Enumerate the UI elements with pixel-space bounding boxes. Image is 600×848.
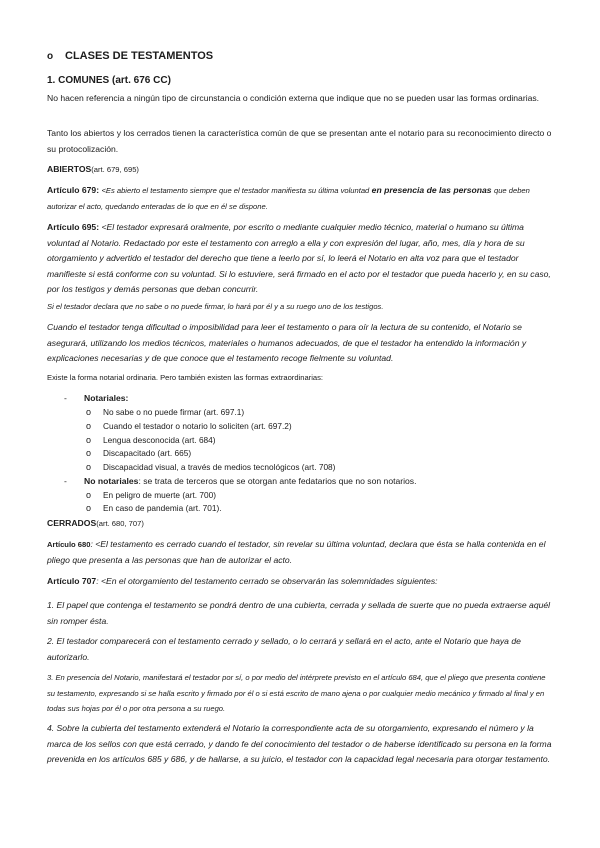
abiertos-heading — [47, 162, 553, 178]
list-item-text: Cuando el testador o notario lo soliciten (art. 697.2) — [103, 421, 292, 431]
list-item — [86, 489, 216, 502]
list-item-text: Discapacitado (art. 665) — [103, 448, 192, 458]
a707-label: Artículo 707 — [47, 576, 97, 586]
a680-text: : <El testamento es cerrado cuando el testador, sin revelar su última voluntad, declara que ésta se halla contenida en el pliego que presenta a las personas que han de autorizar el acto. — [47, 539, 546, 565]
list-item-text: En peligro de muerte (art. 700) — [103, 490, 216, 500]
no-notariales-text: : se trata de terceros que se otorgan ante fedatarios que no son notarios. — [138, 476, 417, 486]
section-heading-comunes: 1. COMUNES (art. 676 CC) — [47, 75, 171, 86]
dash-bullet-icon: - — [64, 476, 67, 486]
articulo-695 — [47, 220, 553, 298]
notariales-dash — [64, 392, 67, 405]
solemnidad-4: 4. Sobre la cubierta del testamento extenderá el Notario la correspondiente acta de su otorgamiento, expresando el número y la marca de los sellos con que está cerrado, y dando fe del conocimiento del testador o de haberse identificado su persona en la forma prevenida en los artículos 685 y 686, y de hallarse, a su juicio, el testador con la capacidad legal necesaria para otorgar testamento. — [47, 723, 552, 765]
no-notariales-line — [84, 475, 554, 488]
circle-bullet-icon: o — [86, 503, 92, 513]
cerrados-label: CERRADOS — [47, 518, 97, 528]
circle-bullet-icon: o — [86, 490, 92, 500]
circle-bullet-icon: o — [86, 435, 92, 445]
list-item — [86, 502, 222, 515]
list-item — [86, 420, 292, 433]
paragraph-firma: Si el testador declara que no sabe o no puede firmar, lo hará por él y a su ruego uno de los testigos. — [47, 302, 384, 311]
dash-bullet-icon: - — [64, 393, 67, 403]
paragraph-dificultad: Cuando el testador tenga dificultad o imposibilidad para leer el testamento o para oír la lectura de su contenido, el Notario se asegurará, utilizando los medios técnicos, materiales o humanos adecuados, de que el testador ha entendido la información y explicaciones necesarias y de que conoce que el testamento recoge fielmente su voluntad. — [47, 322, 527, 364]
heading-title — [47, 49, 553, 65]
cerrados-heading — [47, 516, 553, 532]
list-item — [86, 447, 192, 460]
abiertos-label: ABIERTOS — [47, 164, 92, 174]
paragraph-formas-ordinarias: No hacen referencia a ningún tipo de circunstancia o condición externa que indique que no se pueden usar las formas ordinarias. — [47, 93, 540, 103]
a679-label: Artículo 679: — [47, 185, 100, 195]
paragraph-forma-notarial: Existe la forma notarial ordinaria. Pero también existen las formas extraordinarias: — [47, 373, 324, 382]
a695-label: Artículo 695: — [47, 222, 100, 232]
solemnidad-2: 2. El testador comparecerá con el testamento cerrado y sellado, o lo cerrará y sellará en el acto, ante el Notario que haya de autorizarlo. — [47, 636, 521, 662]
circle-bullet-icon: o — [86, 448, 92, 458]
circle-bullet-icon: o — [86, 462, 92, 472]
solemnidad-3: 3. En presencia del Notario, manifestará el testador por sí, o por medio del intérprete previsto en el artículo 684, que el pliego que presenta contiene su testamento, expresando si se halla escrito y firmado por él o si está escrito de mano ajena o por cualquier medio mecánico y firmado al final y en todas sus hojas por él o por otra persona a su ruego. — [47, 673, 546, 714]
no-notariales-label: No notariales — [84, 476, 139, 486]
list-item — [86, 406, 245, 419]
articulo-680 — [47, 537, 553, 568]
cerrados-refs: (art. 680, 707) — [96, 519, 144, 528]
list-item — [86, 434, 216, 447]
articulo-679 — [47, 183, 553, 214]
notariales-label: Notariales: — [84, 393, 129, 403]
paragraph-caracteristica-comun: Tanto los abiertos y los cerrados tienen la característica común de que se presentan ante el notario para su reconocimiento directo o su protocolización. — [47, 128, 552, 154]
articulo-707 — [47, 574, 553, 590]
circle-bullet-icon: o — [86, 407, 92, 417]
no-notariales-dash — [64, 475, 67, 488]
list-item-text: No sabe o no puede firmar (art. 697.1) — [103, 407, 245, 417]
circle-bullet-icon: o — [47, 51, 54, 62]
circle-bullet-icon: o — [86, 421, 92, 431]
a679-text1: <Es abierto el testamento siempre que el testador manifiesta su última voluntad — [101, 186, 370, 195]
list-item — [86, 461, 336, 474]
list-item-text: En caso de pandemia (art. 701). — [103, 503, 222, 513]
solemnidad-1: 1. El papel que contenga el testamento se pondrá dentro de una cubierta, cerrada y sellada de suerte que no pueda extraerse aquél sin romper ésta. — [47, 600, 551, 626]
abiertos-refs: (art. 679, 695) — [91, 165, 139, 174]
list-item-text: Lengua desconocida (art. 684) — [103, 435, 216, 445]
a679-bold: en presencia de las personas — [371, 185, 492, 195]
title-text: CLASES DE TESTAMENTOS — [65, 50, 214, 62]
a695-text: <El testador expresará oralmente, por escrito o mediante cualquier medio técnico, material o humano su última voluntad al Notario. Redactado por este el testamento con arreglo a ella y con expresión del lugar, año, mes, día y hora de su otorgamiento y advertido el testador del derecho que tiene a leerlo por sí, lo leerá el Notario en alta voz para que el testador manifieste si está conforme con su voluntad. Si lo estuviere, será firmado en el acto por el testador que pueda hacerlo y, en su caso, por los testigos y demás personas que deban concurrir. — [47, 222, 551, 295]
a707-text: : <En el otorgamiento del testamento cerrado se observarán las solemnidades siguientes: — [96, 576, 438, 586]
a679-text2: que deben autorizar el acto, quedando enteradas de lo que en él se dispone. — [47, 186, 530, 211]
list-item-text: Discapacidad visual, a través de medios tecnológicos (art. 708) — [103, 462, 336, 472]
a680-label: Artículo 680 — [47, 540, 91, 549]
